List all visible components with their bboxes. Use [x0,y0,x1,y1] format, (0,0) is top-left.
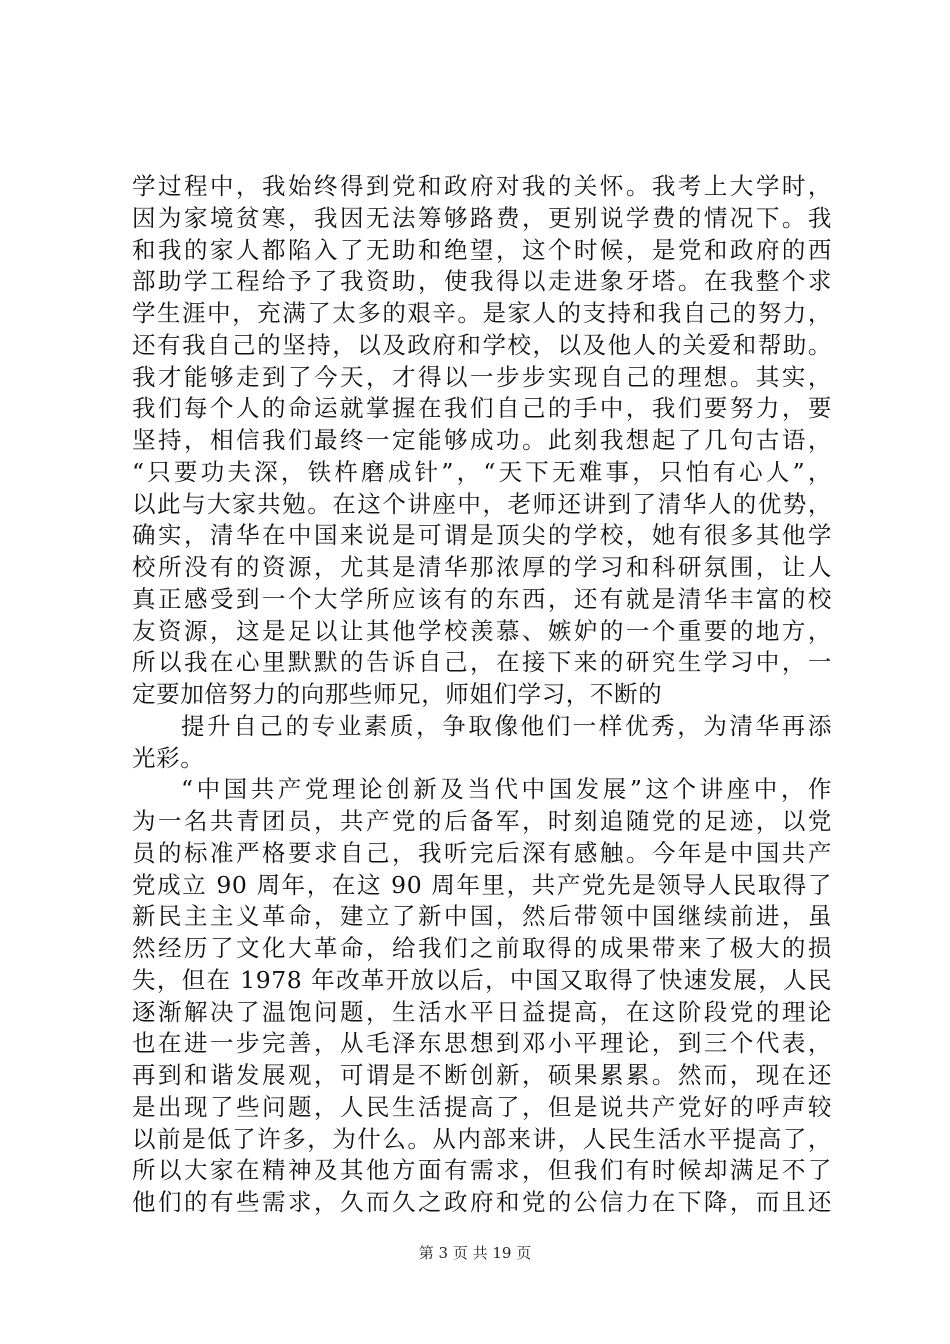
page-number-footer: 第 3 页 共 19 页 [418,1244,532,1262]
text-line: 所以大家在精神及其他方面有需求，但我们有时候却满足不了 [132,1156,832,1185]
text-line: 以前是低了许多，为什么。从内部来讲，人民生活水平提高了， [132,1124,832,1153]
text-line: 坚持，相信我们最终一定能够成功。此刻我想起了几句古语， [132,426,832,454]
document-body [132,171,832,1219]
text-line: 还有我自己的坚持，以及政府和学校，以及他人的关爱和帮助。 [132,330,832,359]
text-line: 党成立 90 周年，在这 90 周年里，共产党先是领导人民取得了 [132,870,832,899]
text-line: 光彩。 [132,743,205,772]
text-line-indented: “中国共产党理论创新及当代中国发展”这个讲座中，作 [181,775,832,804]
text-line: 是出现了些问题，人民生活提高了，但是说共产党好的呼声较 [132,1092,832,1121]
text-line: 友资源，这是足以让其他学校羡慕、嫉妒的一个重要的地方， [132,616,832,645]
text-line: 所以我在心里默默的告诉自己，在接下来的研究生学习中，一 [132,648,832,677]
text-line: 我们每个人的命运就掌握在我们自己的手中，我们要努力，要 [132,394,832,423]
text-line: 然经历了文化大革命，给我们之前取得的成果带来了极大的损 [132,934,832,962]
text-line-indented: 提升自己的专业素质，争取像他们一样优秀，为清华再添 [181,711,832,740]
text-line: 确实，清华在中国来说是可谓是顶尖的学校，她有很多其他学 [132,521,832,550]
text-line: 校所没有的资源，尤其是清华那浓厚的学习和科研氛围，让人 [132,553,832,581]
text-line: 再到和谐发展观，可谓是不断创新，硕果累累。然而，现在还 [132,1061,832,1089]
text-line: 部助学工程给予了我资助，使我得以走进象牙塔。在我整个求 [132,267,832,296]
text-line: 真正感受到一个大学所应该有的东西，还有就是清华丰富的校 [132,584,832,613]
text-line: 为一名共青团员，共产党的后备军，时刻追随党的足迹，以党 [132,807,832,835]
text-line: 以此与大家共勉。在这个讲座中，老师还讲到了清华人的优势， [132,489,832,518]
text-line: 学过程中，我始终得到党和政府对我的关怀。我考上大学时， [132,172,832,200]
text-line: 学生涯中，充满了太多的艰辛。是家人的支持和我自己的努力， [132,299,832,327]
text-line: “只要功夫深，铁杵磨成针”，“天下无难事，只怕有心人”， [132,457,832,486]
text-line: 我才能够走到了今天，才得以一步步实现自己的理想。其实， [132,362,832,391]
text-line: 新民主主义革命，建立了新中国，然后带领中国继续前进，虽 [132,902,832,931]
text-line: 因为家境贫寒，我因无法筹够路费，更别说学费的情况下。我 [132,203,832,232]
text-line: 员的标准严格要求自己，我听完后深有感触。今年是中国共产 [132,838,832,867]
text-line: 和我的家人都陷入了无助和绝望，这个时候，是党和政府的西 [132,235,832,264]
text-line: 他们的有些需求，久而久之政府和党的公信力在下降，而且还 [132,1188,832,1216]
text-line: 也在进一步完善，从毛泽东思想到邓小平理论，到三个代表， [132,1029,832,1058]
text-line: 定要加倍努力的向那些师兄，师姐们学习，不断的 [132,680,663,708]
text-line: 失，但在 1978 年改革开放以后，中国又取得了快速发展，人民 [132,965,832,994]
text-line: 逐渐解决了温饱问题，生活水平日益提高，在这阶段党的理论 [132,997,832,1026]
